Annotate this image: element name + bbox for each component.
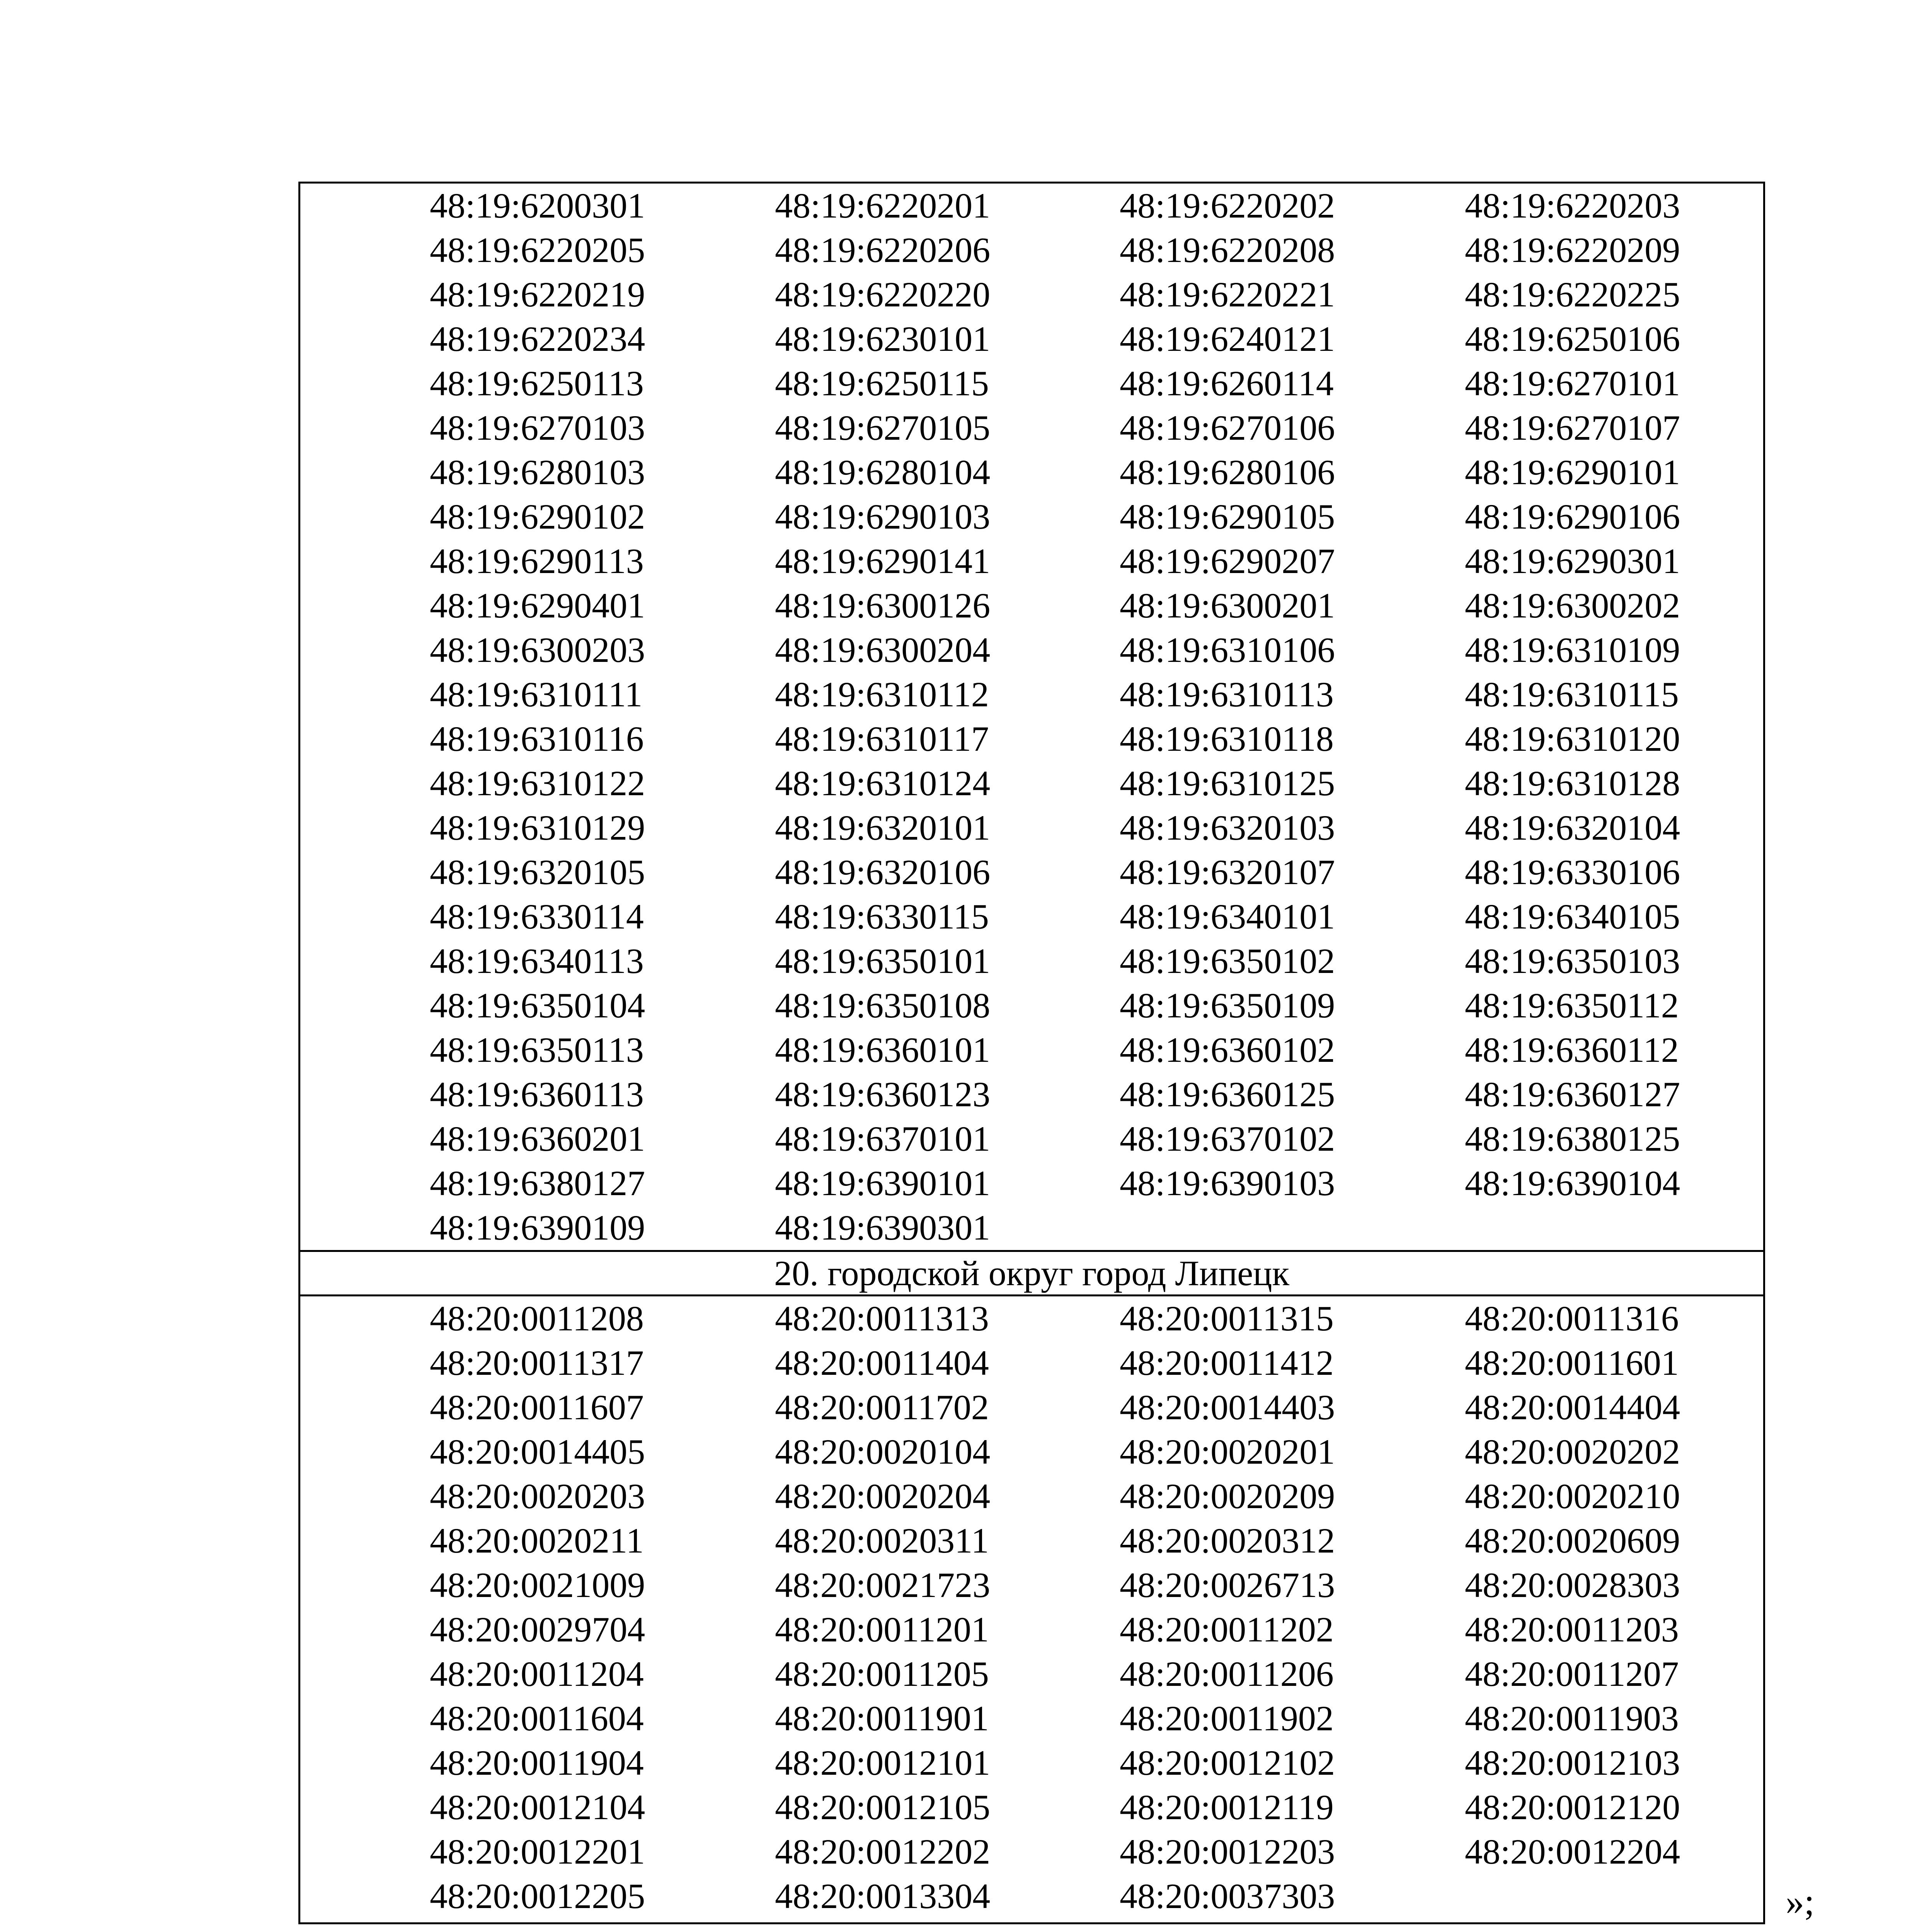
cadastral-quarter-cell: 48:19:6310124 xyxy=(775,764,991,803)
table-row xyxy=(300,495,1763,539)
cadastral-quarter-cell: 48:19:6350101 xyxy=(775,941,991,981)
cadastral-quarter-cell: 48:19:6290101 xyxy=(1465,452,1680,492)
cadastral-quarter-cell: 48:19:6310129 xyxy=(430,808,645,847)
cadastral-quarter-cell: 48:20:0012103 xyxy=(1465,1743,1680,1782)
cadastral-quarter-cell: 48:20:0020203 xyxy=(430,1476,645,1516)
cadastral-quarter-cell: 48:20:0011201 xyxy=(775,1610,989,1649)
cadastral-quarter-cell: 48:19:6320107 xyxy=(1120,852,1335,892)
cadastral-quarter-cell: 48:19:6350113 xyxy=(430,1030,644,1070)
cadastral-quarter-cell: 48:19:6220209 xyxy=(1465,230,1680,270)
cadastral-quarter-cell: 48:20:0013304 xyxy=(775,1876,991,1916)
cadastral-quarter-cell: 48:19:6300126 xyxy=(775,586,991,625)
cadastral-quarter-cell: 48:20:0011702 xyxy=(775,1388,989,1427)
cadastral-quarter-cell: 48:19:6320105 xyxy=(430,852,645,892)
table-block-district-19 xyxy=(300,184,1763,1252)
section-heading: 20. городской округ город Липецк xyxy=(300,1252,1763,1296)
cadastral-quarter-cell: 48:20:0020312 xyxy=(1120,1521,1335,1560)
cadastral-quarter-cell: 48:20:0011204 xyxy=(430,1654,644,1694)
cadastral-quarter-cell: 48:20:0011207 xyxy=(1465,1654,1679,1694)
cadastral-quarter-cell: 48:19:6310109 xyxy=(1465,630,1680,670)
table-row xyxy=(300,361,1763,406)
cadastral-quarter-cell: 48:19:6290401 xyxy=(430,586,645,625)
cadastral-quarter-cell: 48:19:6300204 xyxy=(775,630,991,670)
cadastral-quarter-cell: 48:20:0012105 xyxy=(775,1787,991,1827)
cadastral-quarter-cell: 48:20:0011607 xyxy=(430,1388,644,1427)
cadastral-quarter-cell: 48:19:6360125 xyxy=(1120,1075,1335,1114)
table-row xyxy=(300,1206,1763,1250)
table-row xyxy=(300,717,1763,761)
cadastral-quarter-cell: 48:19:6340113 xyxy=(430,941,644,981)
cadastral-quarter-cell: 48:19:6220203 xyxy=(1465,186,1680,225)
table-row xyxy=(300,1652,1763,1696)
table-row xyxy=(300,895,1763,939)
cadastral-quarter-cell: 48:19:6360113 xyxy=(430,1075,644,1114)
cadastral-quarter-cell: 48:20:0011901 xyxy=(775,1699,989,1738)
cadastral-quarter-cell: 48:19:6290105 xyxy=(1120,497,1335,536)
cadastral-quarter-cell: 48:19:6320101 xyxy=(775,808,991,847)
cadastral-quarter-cell: 48:20:0020204 xyxy=(775,1476,991,1516)
cadastral-quarter-cell: 48:19:6300201 xyxy=(1120,586,1335,625)
cadastral-quarter-cell: 48:20:0011601 xyxy=(1465,1343,1679,1383)
cadastral-quarter-cell: 48:19:6340101 xyxy=(1120,897,1335,936)
cadastral-quarter-cell: 48:20:0012102 xyxy=(1120,1743,1335,1782)
cadastral-quarter-cell: 48:19:6250106 xyxy=(1465,319,1680,359)
table-row xyxy=(300,1785,1763,1830)
cadastral-quarter-cell: 48:19:6220221 xyxy=(1120,275,1335,314)
table-row xyxy=(300,628,1763,672)
cadastral-quarter-cell: 48:19:6220202 xyxy=(1120,186,1335,225)
cadastral-quarter-cell: 48:19:6290141 xyxy=(775,541,991,581)
cadastral-quarter-cell: 48:19:6290102 xyxy=(430,497,645,536)
cadastral-quarter-cell: 48:20:0011904 xyxy=(430,1743,644,1782)
cadastral-quarter-cell: 48:20:0020311 xyxy=(775,1521,989,1560)
cadastral-quarter-cell: 48:20:0012120 xyxy=(1465,1787,1680,1827)
cadastral-quarter-cell: 48:19:6350108 xyxy=(775,986,991,1025)
cadastral-quarter-cell: 48:19:6290301 xyxy=(1465,541,1680,581)
table-row xyxy=(300,317,1763,361)
table-row xyxy=(300,228,1763,272)
cadastral-quarter-cell: 48:20:0011313 xyxy=(775,1299,989,1338)
cadastral-quarter-cell: 48:19:6360127 xyxy=(1465,1075,1680,1114)
cadastral-quarter-cell: 48:19:6350104 xyxy=(430,986,645,1025)
cadastral-quarter-cell: 48:19:6260114 xyxy=(1120,364,1334,403)
cadastral-quarter-cell: 48:19:6310128 xyxy=(1465,764,1680,803)
cadastral-quarter-cell: 48:20:0011903 xyxy=(1465,1699,1679,1738)
cadastral-quarter-cell: 48:20:0011206 xyxy=(1120,1654,1334,1694)
cadastral-quarter-cell: 48:19:6310118 xyxy=(1120,719,1334,759)
cadastral-quarter-cell: 48:20:0029704 xyxy=(430,1610,645,1649)
cadastral-quarter-cell: 48:20:0020209 xyxy=(1120,1476,1335,1516)
table-row xyxy=(300,1607,1763,1652)
cadastral-quarter-cell: 48:19:6380125 xyxy=(1465,1119,1680,1158)
cadastral-quarter-cell: 48:20:0012201 xyxy=(430,1832,645,1871)
cadastral-quarter-cell: 48:20:0012205 xyxy=(430,1876,645,1916)
cadastral-quarter-cell: 48:19:6360123 xyxy=(775,1075,991,1114)
cadastral-quarter-cell: 48:20:0011604 xyxy=(430,1699,644,1738)
cadastral-quarter-cell: 48:19:6270101 xyxy=(1465,364,1680,403)
cadastral-quarter-cell: 48:19:6310120 xyxy=(1465,719,1680,759)
cadastral-quarter-cell: 48:19:6310113 xyxy=(1120,675,1334,714)
cadastral-quarter-cell: 48:19:6360102 xyxy=(1120,1030,1335,1070)
cadastral-quarter-cell: 48:19:6350109 xyxy=(1120,986,1335,1025)
cadastral-quarter-cell: 48:19:6310116 xyxy=(430,719,644,759)
cadastral-quarter-cell: 48:19:6360112 xyxy=(1465,1030,1679,1070)
cadastral-quarter-cell: 48:19:6280106 xyxy=(1120,452,1335,492)
cadastral-quarter-cell: 48:19:6340105 xyxy=(1465,897,1680,936)
cadastral-quarter-cell: 48:19:6270105 xyxy=(775,408,991,447)
cadastral-quarter-cell: 48:19:6290207 xyxy=(1120,541,1335,581)
cadastral-quarter-cell: 48:20:0011404 xyxy=(775,1343,989,1383)
cadastral-quarter-cell: 48:19:6220201 xyxy=(775,186,991,225)
cadastral-quarter-cell: 48:20:0011315 xyxy=(1120,1299,1334,1338)
cadastral-quarter-cell: 48:19:6380127 xyxy=(430,1163,645,1203)
cadastral-quarter-cell: 48:19:6280103 xyxy=(430,452,645,492)
cadastral-quarter-cell: 48:19:6360101 xyxy=(775,1030,991,1070)
table-row xyxy=(300,1474,1763,1519)
cadastral-quarter-cell: 48:19:6220220 xyxy=(775,275,991,314)
cadastral-quarter-cell: 48:20:0012104 xyxy=(430,1787,645,1827)
cadastral-quarter-cell: 48:19:6290106 xyxy=(1465,497,1680,536)
table-row xyxy=(300,1341,1763,1385)
cadastral-quarter-cell: 48:19:6270103 xyxy=(430,408,645,447)
cadastral-quarter-cell: 48:20:0011317 xyxy=(430,1343,644,1383)
cadastral-quarter-cell: 48:20:0020104 xyxy=(775,1432,991,1471)
cadastral-table xyxy=(298,182,1765,1924)
cadastral-quarter-cell: 48:19:6280104 xyxy=(775,452,991,492)
cadastral-quarter-cell: 48:20:0014405 xyxy=(430,1432,645,1471)
cadastral-quarter-cell: 48:20:0026713 xyxy=(1120,1565,1335,1605)
cadastral-quarter-cell: 48:20:0011316 xyxy=(1465,1299,1679,1338)
cadastral-quarter-cell: 48:20:0021009 xyxy=(430,1565,645,1605)
cadastral-quarter-cell: 48:19:6310106 xyxy=(1120,630,1335,670)
cadastral-quarter-cell: 48:19:6320103 xyxy=(1120,808,1335,847)
cadastral-quarter-cell: 48:19:6240121 xyxy=(1120,319,1335,359)
cadastral-quarter-cell: 48:20:0012204 xyxy=(1465,1832,1680,1871)
table-row xyxy=(300,806,1763,850)
cadastral-quarter-cell: 48:19:6300202 xyxy=(1465,586,1680,625)
table-row xyxy=(300,983,1763,1028)
cadastral-quarter-cell: 48:19:6390103 xyxy=(1120,1163,1335,1203)
cadastral-quarter-cell: 48:19:6220205 xyxy=(430,230,645,270)
table-row xyxy=(300,184,1763,228)
cadastral-quarter-cell: 48:19:6310125 xyxy=(1120,764,1335,803)
closing-quote: »; xyxy=(1786,1881,1815,1922)
cadastral-quarter-cell: 48:20:0020210 xyxy=(1465,1476,1680,1516)
cadastral-quarter-cell: 48:20:0011902 xyxy=(1120,1699,1334,1738)
cadastral-quarter-cell: 48:19:6390301 xyxy=(775,1208,991,1247)
cadastral-quarter-cell: 48:20:0011202 xyxy=(1120,1610,1334,1649)
cadastral-quarter-cell: 48:19:6370101 xyxy=(775,1119,991,1158)
cadastral-quarter-cell: 48:19:6330115 xyxy=(775,897,989,936)
table-row xyxy=(300,850,1763,895)
cadastral-quarter-cell: 48:19:6250113 xyxy=(430,364,644,403)
cadastral-quarter-cell: 48:20:0037303 xyxy=(1120,1876,1335,1916)
cadastral-quarter-cell: 48:20:0020201 xyxy=(1120,1432,1335,1471)
table-row xyxy=(300,1519,1763,1563)
cadastral-quarter-cell: 48:20:0014404 xyxy=(1465,1388,1680,1427)
table-row xyxy=(300,539,1763,583)
cadastral-quarter-cell: 48:19:6310112 xyxy=(775,675,989,714)
table-row xyxy=(300,1117,1763,1161)
table-row xyxy=(300,1874,1763,1918)
table-row xyxy=(300,672,1763,717)
table-row xyxy=(300,450,1763,495)
cadastral-quarter-cell: 48:19:6310115 xyxy=(1465,675,1679,714)
cadastral-quarter-cell: 48:20:0012119 xyxy=(1120,1787,1334,1827)
table-row xyxy=(300,761,1763,806)
cadastral-quarter-cell: 48:19:6390104 xyxy=(1465,1163,1680,1203)
table-row xyxy=(300,272,1763,317)
cadastral-quarter-cell: 48:20:0014403 xyxy=(1120,1388,1335,1427)
cadastral-quarter-cell: 48:19:6220234 xyxy=(430,319,645,359)
cadastral-quarter-cell: 48:19:6320104 xyxy=(1465,808,1680,847)
cadastral-quarter-cell: 48:19:6200301 xyxy=(430,186,645,225)
table-row xyxy=(300,583,1763,628)
cadastral-quarter-cell: 48:19:6230101 xyxy=(775,319,991,359)
table-row xyxy=(300,1830,1763,1874)
cadastral-quarter-cell: 48:19:6250115 xyxy=(775,364,989,403)
cadastral-quarter-cell: 48:19:6220206 xyxy=(775,230,991,270)
table-row xyxy=(300,1696,1763,1741)
cadastral-quarter-cell: 48:20:0020202 xyxy=(1465,1432,1680,1471)
table-row xyxy=(300,1430,1763,1474)
cadastral-quarter-cell: 48:19:6220219 xyxy=(430,275,645,314)
cadastral-quarter-cell: 48:19:6330106 xyxy=(1465,852,1680,892)
cadastral-quarter-cell: 48:20:0028303 xyxy=(1465,1565,1680,1605)
table-row xyxy=(300,1296,1763,1341)
cadastral-quarter-cell: 48:19:6300203 xyxy=(430,630,645,670)
cadastral-quarter-cell: 48:20:0011412 xyxy=(1120,1343,1334,1383)
cadastral-quarter-cell: 48:20:0012101 xyxy=(775,1743,991,1782)
table-row xyxy=(300,1161,1763,1206)
table-row xyxy=(300,1741,1763,1785)
table-row xyxy=(300,1385,1763,1430)
cadastral-quarter-cell: 48:19:6270107 xyxy=(1465,408,1680,447)
cadastral-quarter-cell: 48:19:6310111 xyxy=(430,675,643,714)
table-block-lipetsk xyxy=(300,1296,1763,1922)
table-row xyxy=(300,1072,1763,1117)
table-row xyxy=(300,1028,1763,1072)
cadastral-quarter-cell: 48:20:0012203 xyxy=(1120,1832,1335,1871)
table-row xyxy=(300,939,1763,983)
cadastral-quarter-cell: 48:19:6290113 xyxy=(430,541,644,581)
cadastral-quarter-cell: 48:20:0020211 xyxy=(430,1521,644,1560)
cadastral-quarter-cell: 48:19:6390101 xyxy=(775,1163,991,1203)
cadastral-quarter-cell: 48:19:6220208 xyxy=(1120,230,1335,270)
cadastral-quarter-cell: 48:19:6360201 xyxy=(430,1119,645,1158)
cadastral-quarter-cell: 48:19:6270106 xyxy=(1120,408,1335,447)
cadastral-quarter-cell: 48:19:6370102 xyxy=(1120,1119,1335,1158)
table-row xyxy=(300,406,1763,450)
cadastral-quarter-cell: 48:19:6330114 xyxy=(430,897,644,936)
cadastral-quarter-cell: 48:20:0020609 xyxy=(1465,1521,1680,1560)
cadastral-quarter-cell: 48:19:6220225 xyxy=(1465,275,1680,314)
cadastral-quarter-cell: 48:20:0021723 xyxy=(775,1565,991,1605)
cadastral-quarter-cell: 48:20:0011203 xyxy=(1465,1610,1679,1649)
cadastral-quarter-cell: 48:19:6310117 xyxy=(775,719,989,759)
cadastral-quarter-cell: 48:19:6290103 xyxy=(775,497,991,536)
table-row xyxy=(300,1563,1763,1607)
cadastral-quarter-cell: 48:20:0012202 xyxy=(775,1832,991,1871)
cadastral-quarter-cell: 48:19:6320106 xyxy=(775,852,991,892)
cadastral-quarter-cell: 48:20:0011205 xyxy=(775,1654,989,1694)
cadastral-quarter-cell: 48:19:6390109 xyxy=(430,1208,645,1247)
cadastral-quarter-cell: 48:19:6350103 xyxy=(1465,941,1680,981)
cadastral-quarter-cell: 48:19:6350102 xyxy=(1120,941,1335,981)
cadastral-quarter-cell: 48:20:0011208 xyxy=(430,1299,644,1338)
cadastral-quarter-cell: 48:19:6350112 xyxy=(1465,986,1679,1025)
cadastral-quarter-cell: 48:19:6310122 xyxy=(430,764,645,803)
